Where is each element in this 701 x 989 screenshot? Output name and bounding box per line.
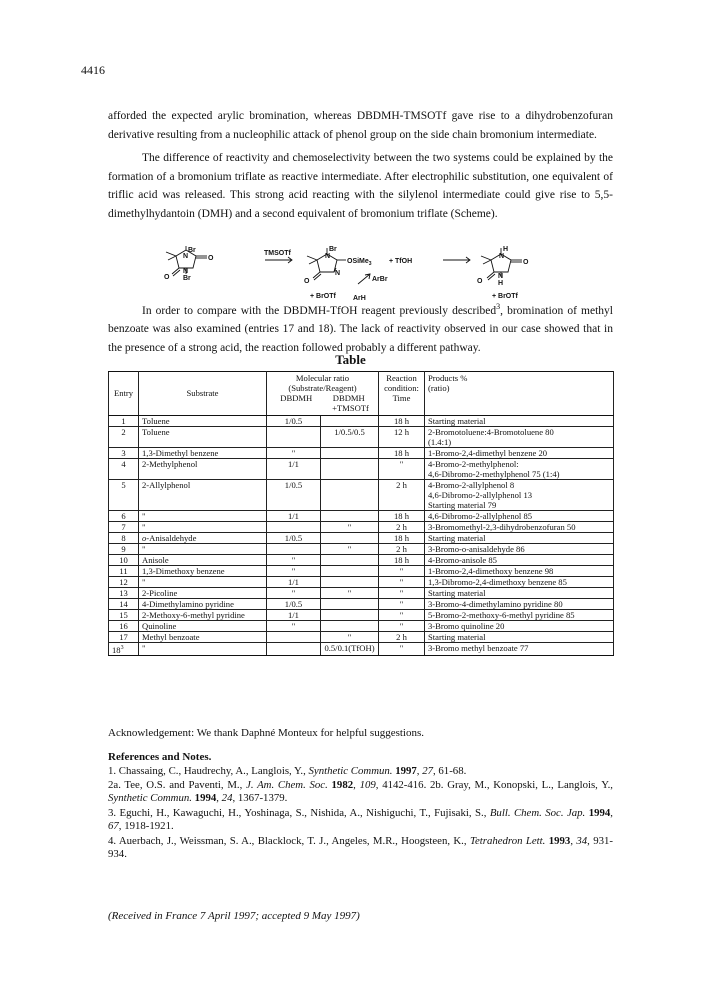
cell-ratio-dbdmh-tmsotf: 0.5/0.1(TfOH) <box>321 643 379 656</box>
cell-ratio-dbdmh <box>267 632 321 643</box>
cell-ratio-dbdmh <box>267 427 321 448</box>
cell-ratio-dbdmh-tmsotf <box>321 459 379 480</box>
cell-time: 2 h <box>379 544 425 555</box>
cell-products <box>425 643 614 656</box>
scheme-o-left-1: O <box>164 274 170 281</box>
scheme-h-bottom-3: H <box>498 280 504 287</box>
cell-ratio-dbdmh-tmsotf <box>321 621 379 632</box>
cell-time: 18 h <box>379 555 425 566</box>
cell-products <box>425 511 614 522</box>
cell-substrate: " <box>139 544 267 555</box>
cell-time: 18 h <box>379 533 425 544</box>
scheme-arbr: ArBr <box>372 276 388 283</box>
header-substrate: Substrate <box>139 372 267 416</box>
cell-ratio-dbdmh-tmsotf <box>321 599 379 610</box>
cell-substrate: 4-Dimethylamino pyridine <box>139 599 267 610</box>
paragraph-2: The difference of reactivity and chemoselectivity between the two systems could be explained by the formation of a bromonium triflate as reactive intermediate. After electrophilic substitution, one equivalent of triflic acid was released. This strong acid reacting with the silylenol intermediate could give rise to 5,5-dimethylhydantoin (DMH) and a second equivalent of bromonium triflate (Scheme). <box>108 152 613 220</box>
cell-time: " <box>379 599 425 610</box>
cell-substrate: Anisole <box>139 555 267 566</box>
cell-products <box>425 621 614 632</box>
cell-products <box>425 599 614 610</box>
reference-3: 3. Eguchi, H., Kawaguchi, H., Yoshinaga, S., Nishida, A., Nishiguchi, T., Fujisaki, S., Bull. Chem. Soc. Jap. 1994, 67, 1918-1921. <box>108 807 613 832</box>
scheme-n-bottom-1: N <box>183 268 189 275</box>
scheme-br-top-1: Br <box>188 247 196 254</box>
received-date: (Received in France 7 April 1997; accepted 9 May 1997) <box>108 910 360 922</box>
cell-time: 18 h <box>379 448 425 459</box>
acknowledgement: Acknowledgement: We thank Daphné Monteux for helpful suggestions. <box>108 727 425 739</box>
header-molecular-ratio: Molecular ratio (Substrate/Reagent) DBDMH DBDMH +TMSOTf <box>267 372 379 416</box>
header-entry: Entry <box>109 372 139 416</box>
cell-products <box>425 533 614 544</box>
scheme-arh: ArH <box>353 295 366 302</box>
cell-entry: 9 <box>109 544 139 555</box>
cell-time: " <box>379 577 425 588</box>
product-line: 4,6-Dibromo-2-allylphenol 85 <box>428 511 533 521</box>
scheme-reagent: TMSOTf <box>264 250 291 257</box>
scheme-brotf-right: + BrOTf <box>492 293 518 300</box>
cell-substrate: " <box>139 522 267 533</box>
table-row <box>109 632 614 643</box>
cell-products <box>425 610 614 621</box>
cell-ratio-dbdmh-tmsotf <box>321 480 379 511</box>
cell-entry: 8 <box>109 533 139 544</box>
product-line: 1,3-Dibromo-2,4-dimethoxy benzene 85 <box>428 577 567 587</box>
cell-entry: 1 <box>109 416 139 427</box>
scheme-n-bottom-3: N <box>498 273 504 280</box>
scheme-o-left-3: O <box>477 278 483 285</box>
product-line: 3-Bromo-o-anisaldehyde 86 <box>428 544 525 554</box>
table-row <box>109 427 614 448</box>
table-row <box>109 448 614 459</box>
cell-ratio-dbdmh: " <box>267 566 321 577</box>
table-row <box>109 555 614 566</box>
paragraph-1: afforded the expected arylic bromination, whereas DBDMH-TMSOTf gave rise to a dihydrobenzofuran derivative resulting from a nucleophilic attack of phenol group on the side chain bromonium intermediate. <box>108 110 613 141</box>
cell-substrate: 2-Methoxy-6-methyl pyridine <box>139 610 267 621</box>
cell-products <box>425 427 614 448</box>
scheme-h-top-3: H <box>503 246 509 253</box>
results-table <box>108 371 614 656</box>
cell-ratio-dbdmh: 1/1 <box>267 610 321 621</box>
product-line: 1-Bromo-2,4-dimethoxy benzene 98 <box>428 566 554 576</box>
table-body <box>109 416 614 656</box>
scheme-o-right-1: O <box>208 255 214 262</box>
cell-products <box>425 555 614 566</box>
scheme-n-top-2: N <box>325 253 331 260</box>
table-row <box>109 480 614 511</box>
paragraph-3: In order to compare with the DBDMH-TfOH reagent previously described$^3$, bromination of methyl benzoate was also examined (entries 17 and 18). The lack of reactivity observed in our case showed that in the presence of a strong acid, the reaction followed probably a different pathway. <box>108 302 613 354</box>
scheme-br-top-2: Br <box>329 246 337 253</box>
cell-entry: 11 <box>109 566 139 577</box>
product-line: 4-Bromo-2-methylphenol: <box>428 459 519 469</box>
reference-4: 4. Auerbach, J., Weissman, S. A., Blacklock, T. J., Angeles, M.R., Hoogsteen, K., Tetrahedron Lett. 1993, 34, 931-934. <box>108 835 613 860</box>
reference-2: 2a. Tee, O.S. and Paventi, M., J. Am. Chem. Soc. 1982, 109, 4142-416. 2b. Gray, M., Konopski, L., Langlois, Y., Synthetic Commun. 1994, 24, 1367-1379. <box>108 779 613 804</box>
cell-entry: $18^3$ <box>109 643 139 656</box>
cell-entry: 5 <box>109 480 139 511</box>
product-line: Starting material <box>428 533 486 543</box>
cell-products <box>425 544 614 555</box>
cell-products <box>425 588 614 599</box>
cell-time: 18 h <box>379 416 425 427</box>
product-line: 4,6-Dibromo-2-allylphenol 13 <box>428 490 533 500</box>
cell-entry: 4 <box>109 459 139 480</box>
cell-ratio-dbdmh: " <box>267 621 321 632</box>
cell-ratio-dbdmh: 1/1 <box>267 511 321 522</box>
cell-time: 12 h <box>379 427 425 448</box>
cell-entry: 12 <box>109 577 139 588</box>
cell-ratio-dbdmh: " <box>267 555 321 566</box>
product-line: 2-Bromotoluene:4-Bromotoluene 80 <box>428 427 554 437</box>
table-row <box>109 511 614 522</box>
cell-products <box>425 448 614 459</box>
page-number: 4416 <box>81 63 105 77</box>
cell-ratio-dbdmh <box>267 522 321 533</box>
product-line: (1.4:1) <box>428 437 452 447</box>
cell-time: " <box>379 459 425 480</box>
header-products: Products % (ratio) <box>425 372 614 416</box>
cell-products <box>425 416 614 427</box>
cell-time: " <box>379 621 425 632</box>
cell-entry: 17 <box>109 632 139 643</box>
reference-1: 1. Chassaing, C., Haudrechy, A., Langlois, Y., Synthetic Commun. 1997, 27, 61-68. <box>108 765 467 777</box>
cell-ratio-dbdmh-tmsotf: " <box>321 544 379 555</box>
cell-entry: 3 <box>109 448 139 459</box>
cell-ratio-dbdmh-tmsotf: " <box>321 522 379 533</box>
cell-substrate: o-Anisaldehyde <box>139 533 267 544</box>
cell-entry: 16 <box>109 621 139 632</box>
cell-time: 2 h <box>379 632 425 643</box>
cell-products <box>425 577 614 588</box>
cell-entry: 13 <box>109 588 139 599</box>
product-line: 4-Bromo-anisole 85 <box>428 555 497 565</box>
cell-substrate: " <box>139 511 267 522</box>
product-line: 4,6-Dibromo-2-methylphenol 75 (1:4) <box>428 469 560 479</box>
product-line: 3-Bromo methyl benzoate 77 <box>428 643 529 653</box>
cell-ratio-dbdmh-tmsotf <box>321 555 379 566</box>
cell-ratio-dbdmh-tmsotf: 1/0.5/0.5 <box>321 427 379 448</box>
cell-substrate: Toluene <box>139 427 267 448</box>
cell-entry: 2 <box>109 427 139 448</box>
scheme-n-bottom-2: N <box>335 270 341 277</box>
cell-time: " <box>379 610 425 621</box>
cell-ratio-dbdmh-tmsotf <box>321 610 379 621</box>
product-line: 4-Bromo-2-allylphenol 8 <box>428 480 515 490</box>
cell-time: 2 h <box>379 480 425 511</box>
cell-ratio-dbdmh-tmsotf <box>321 577 379 588</box>
table-row <box>109 643 614 656</box>
table-row <box>109 577 614 588</box>
cell-entry: 15 <box>109 610 139 621</box>
cell-ratio-dbdmh-tmsotf: " <box>321 632 379 643</box>
cell-ratio-dbdmh: 1/1 <box>267 459 321 480</box>
cell-entry: 7 <box>109 522 139 533</box>
product-line: Starting material <box>428 588 486 598</box>
scheme-br-bottom-1: Br <box>183 275 191 282</box>
cell-ratio-dbdmh: " <box>267 588 321 599</box>
scheme-brotf-left: + BrOTf <box>310 293 336 300</box>
cell-ratio-dbdmh: 1/0.5 <box>267 533 321 544</box>
scheme-osime3: OSiMe$_3$ <box>347 258 372 267</box>
cell-time: 18 h <box>379 511 425 522</box>
cell-ratio-dbdmh-tmsotf <box>321 533 379 544</box>
cell-substrate: 2-Picoline <box>139 588 267 599</box>
cell-ratio-dbdmh <box>267 544 321 555</box>
cell-ratio-dbdmh-tmsotf <box>321 511 379 522</box>
product-line: Starting material <box>428 632 486 642</box>
cell-ratio-dbdmh <box>267 643 321 656</box>
cell-substrate: " <box>139 643 267 656</box>
product-line: 3-Bromo-4-dimethylamino pyridine 80 <box>428 599 563 609</box>
cell-time: " <box>379 566 425 577</box>
product-line: 3-Bromo quinoline 20 <box>428 621 505 631</box>
cell-entry: 10 <box>109 555 139 566</box>
cell-ratio-dbdmh-tmsotf: " <box>321 588 379 599</box>
cell-entry: 6 <box>109 511 139 522</box>
cell-entry: 14 <box>109 599 139 610</box>
cell-substrate: " <box>139 577 267 588</box>
cell-substrate: 2-Allylphenol <box>139 480 267 511</box>
cell-ratio-dbdmh: 1/0.5 <box>267 599 321 610</box>
cell-products <box>425 459 614 480</box>
cell-ratio-dbdmh-tmsotf <box>321 566 379 577</box>
cell-products <box>425 480 614 511</box>
cell-substrate: 2-Methylphenol <box>139 459 267 480</box>
references-heading: References and Notes. <box>108 751 212 763</box>
cell-substrate: 1,3-Dimethoxy benzene <box>139 566 267 577</box>
cell-products <box>425 632 614 643</box>
cell-products <box>425 566 614 577</box>
product-line: Starting material <box>428 416 486 426</box>
scheme-plus-tfoh: + TfOH <box>389 258 413 265</box>
cell-time: " <box>379 643 425 656</box>
cell-substrate: Methyl benzoate <box>139 632 267 643</box>
scheme-o-right-3: O <box>523 259 529 266</box>
table-row <box>109 522 614 533</box>
table-row <box>109 533 614 544</box>
cell-substrate: 1,3-Dimethyl benzene <box>139 448 267 459</box>
cell-ratio-dbdmh: 1/0.5 <box>267 416 321 427</box>
cell-substrate: Quinoline <box>139 621 267 632</box>
table-row <box>109 588 614 599</box>
cell-ratio-dbdmh: 1/0.5 <box>267 480 321 511</box>
product-line: Starting material 79 <box>428 500 497 510</box>
table-row <box>109 599 614 610</box>
table-row <box>109 459 614 480</box>
table-row <box>109 566 614 577</box>
table-row <box>109 621 614 632</box>
cell-ratio-dbdmh: 1/1 <box>267 577 321 588</box>
scheme-n-top-1: N <box>183 253 189 260</box>
cell-substrate: Toluene <box>139 416 267 427</box>
cell-ratio-dbdmh-tmsotf <box>321 448 379 459</box>
cell-ratio-dbdmh: " <box>267 448 321 459</box>
table-title: Table <box>335 352 366 367</box>
product-line: 3-Bromomethyl-2,3-dihydrobenzofuran 50 <box>428 522 576 532</box>
table-row <box>109 416 614 427</box>
table-row <box>109 544 614 555</box>
cell-ratio-dbdmh-tmsotf <box>321 416 379 427</box>
table-row <box>109 610 614 621</box>
header-reaction-condition: Reaction condition: Time <box>379 372 425 416</box>
cell-products <box>425 522 614 533</box>
scheme-o-left-2: O <box>304 278 310 285</box>
table-header-row <box>109 372 614 416</box>
cell-time: " <box>379 588 425 599</box>
product-line: 1-Bromo-2,4-dimethyl benzene 20 <box>428 448 548 458</box>
cell-time: 2 h <box>379 522 425 533</box>
product-line: 5-Bromo-2-methoxy-6-methyl pyridine 85 <box>428 610 575 620</box>
scheme-n-top-3: N <box>499 253 505 260</box>
